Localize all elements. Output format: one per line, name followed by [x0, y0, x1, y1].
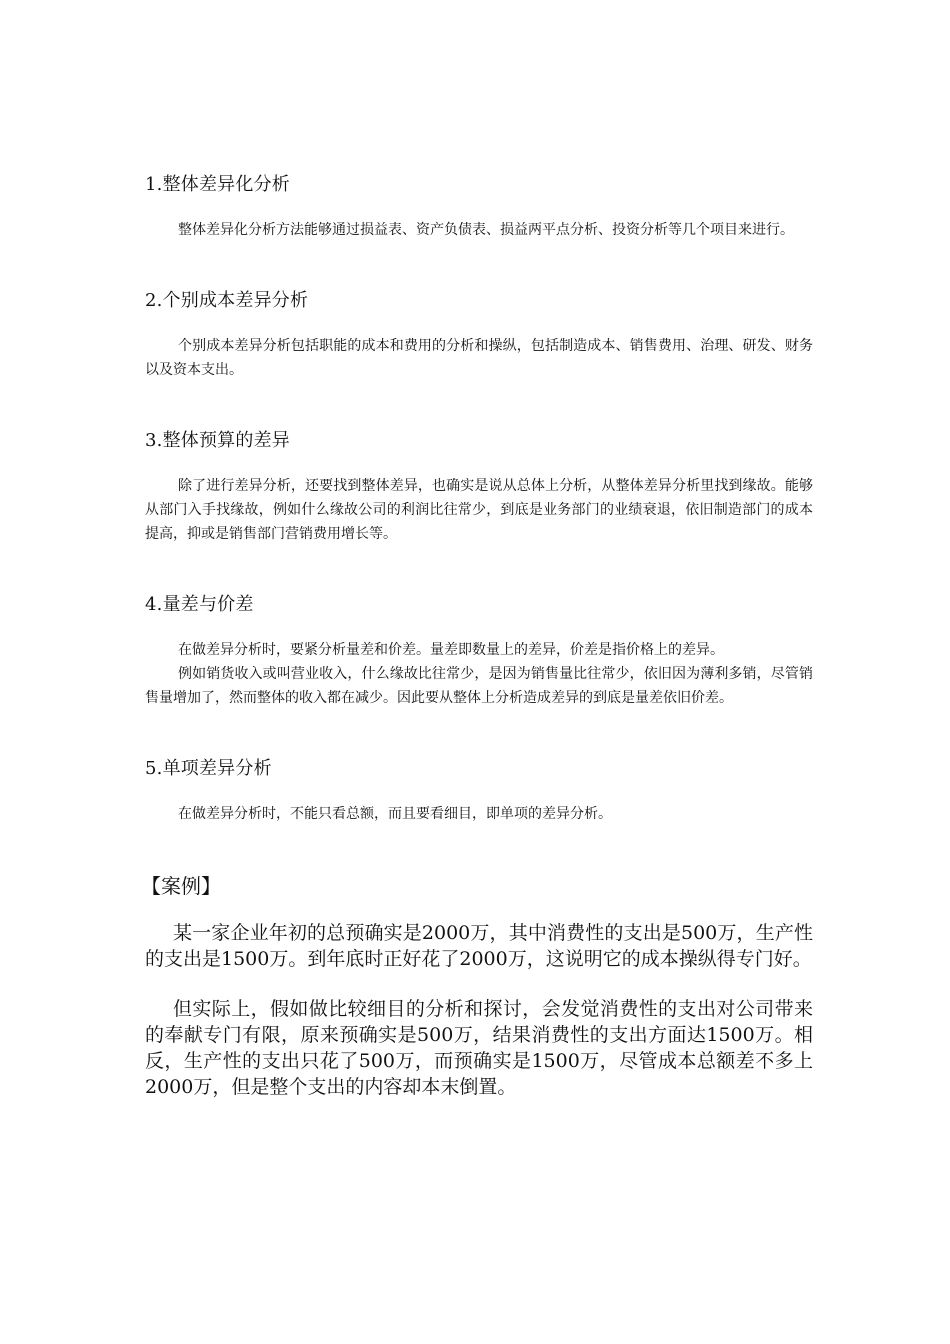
- section-spacer: [145, 242, 813, 288]
- section-paragraph: 除了进行差异分析，还要找到整体差异，也确实是说从总体上分析，从整体差异分析里找到缘故。能够从部门入手找缘故，例如什么缘故公司的利润比往常少，到底是业务部门的业绩衰退，依旧制造部门的成本提高，抑或是销售部门营销费用增长等。: [145, 478, 813, 542]
- section-itemized-variance: [145, 756, 813, 826]
- case-paragraph: 但实际上，假如做比较细目的分析和探讨，会发觉消费性的支出对公司带来的奉献专门有限，原来预确实是500万，结果消费性的支出方面达1500万。相反，生产性的支出只花了500万，而预确实是1500万，尽管成本总额差不多上2000万，但是整个支出的内容却本末倒置。: [145, 998, 813, 1098]
- section-quantity-price-variance: [145, 592, 813, 710]
- section-overall-budget-variance: [145, 428, 813, 546]
- section-paragraph: 在做差异分析时，不能只看总额，而且要看细目，即单项的差异分析。: [178, 806, 612, 822]
- section-paragraph: 例如销货收入或叫营业收入，什么缘故比往常少，是因为销售量比往常少，依旧因为薄利多销，尽管销售量增加了，然而整体的收入都在减少。因此要从整体上分析造成差异的到底是量差依旧价差。: [145, 666, 813, 706]
- section-spacer: [145, 546, 813, 592]
- section-overall-variance: [145, 172, 813, 242]
- case-section: [141, 872, 813, 1100]
- case-heading: 【案例】: [141, 874, 221, 898]
- section-paragraph: 整体差异化分析方法能够通过损益表、资产负债表、损益两平点分析、投资分析等几个项目来进行。: [178, 222, 794, 238]
- section-heading: 2.个别成本差异分析: [145, 290, 309, 311]
- section-spacer: [145, 382, 813, 428]
- section-heading: 3.整体预算的差异: [145, 430, 290, 451]
- section-heading: 5.单项差异分析: [145, 758, 272, 779]
- case-paragraph: 某一家企业年初的总预确实是2000万，其中消费性的支出是500万，生产性的支出是1500万。到年底时正好花了2000万，这说明它的成本操纵得专门好。: [145, 922, 813, 970]
- section-paragraph: 在做差异分析时，要紧分析量差和价差。量差即数量上的差异，价差是指价格上的差异。: [178, 642, 724, 658]
- section-paragraph: 个别成本差异分析包括职能的成本和费用的分析和操纵，包括制造成本、销售费用、治理、研发、财务以及资本支出。: [145, 338, 813, 378]
- section-spacer: [145, 710, 813, 756]
- section-individual-cost-variance: [145, 288, 813, 382]
- section-spacer: [145, 826, 813, 872]
- document-content: [141, 172, 813, 1124]
- section-heading: 4.量差与价差: [145, 594, 254, 615]
- section-heading: 1.整体差异化分析: [145, 174, 290, 195]
